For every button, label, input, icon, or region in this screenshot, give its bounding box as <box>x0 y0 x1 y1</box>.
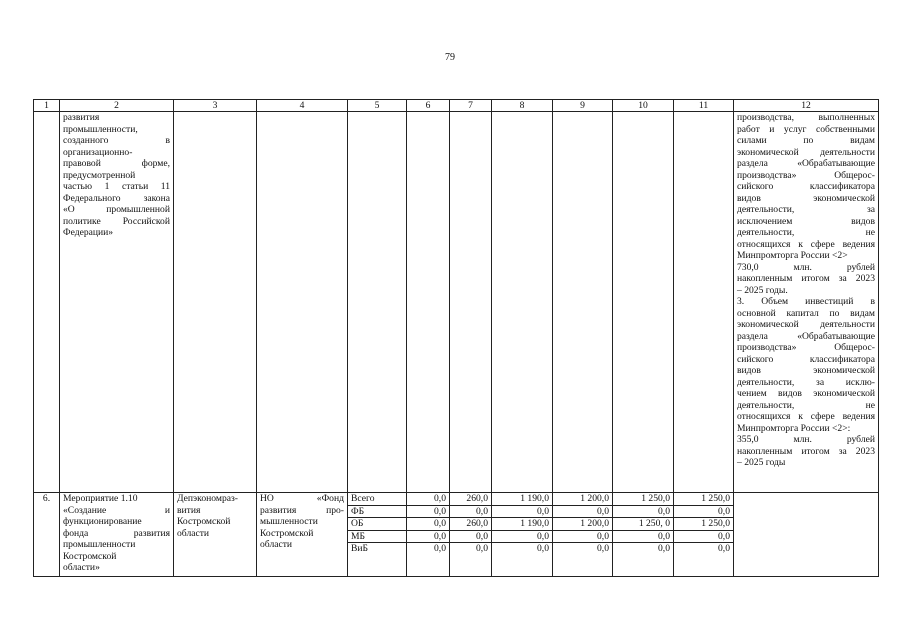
cont-cell-8 <box>492 112 553 493</box>
activity-col12-empty <box>734 493 879 577</box>
funding-value: 0,0 <box>407 505 450 518</box>
funding-source: Всего <box>348 493 407 506</box>
cont-cell-9 <box>553 112 613 493</box>
funding-source: ОБ <box>348 518 407 531</box>
header-cell: 9 <box>553 100 613 112</box>
funding-value: 1 250, 0 <box>613 518 674 531</box>
funding-value: 260,0 <box>450 493 492 506</box>
funding-value: 1 190,0 <box>492 518 553 531</box>
funding-value: 1 200,0 <box>553 518 613 531</box>
funding-value: 0,0 <box>674 505 734 518</box>
header-cell: 6 <box>407 100 450 112</box>
funding-source: ФБ <box>348 505 407 518</box>
funding-value: 260,0 <box>450 518 492 531</box>
funding-value: 0,0 <box>407 543 450 577</box>
funding-value: 0,0 <box>613 543 674 577</box>
funding-value: 0,0 <box>492 505 553 518</box>
funding-value: 1 200,0 <box>553 493 613 506</box>
header-cell: 7 <box>450 100 492 112</box>
cont-cell-7 <box>450 112 492 493</box>
funding-source: МБ <box>348 530 407 543</box>
activity-participant: НО «Фонд развития про- мышленности Костромской области <box>257 493 348 577</box>
funding-value: 0,0 <box>407 493 450 506</box>
funding-value: 0,0 <box>407 518 450 531</box>
header-cell: 11 <box>674 100 734 112</box>
funding-value: 1 190,0 <box>492 493 553 506</box>
header-cell: 12 <box>734 100 879 112</box>
cont-cell-10 <box>613 112 674 493</box>
funding-value: 0,0 <box>553 530 613 543</box>
funding-value: 0,0 <box>492 543 553 577</box>
header-cell: 10 <box>613 100 674 112</box>
activity-title: Мероприятие 1.10 «Создание и функционирование фонда развития промышленности Костромской области» <box>60 493 174 577</box>
cont-cell-3 <box>174 112 257 493</box>
funding-value: 0,0 <box>450 530 492 543</box>
table-row <box>34 493 879 506</box>
header-row <box>34 100 879 112</box>
cont-cell-11 <box>674 112 734 493</box>
funding-source: ВиБ <box>348 543 407 577</box>
cont-col12-text: производства, выполненных работ и услуг собственными силами по видам экономической деятельности раздела «Обрабатывающие производства» Общерос- сийского классификатора видов экономической деятельности, за исключением видов деятельности, не относящихся к сфере ведения Минпромторга России <2> 730,0 млн. рублей накопленным итогом за 2023 – 2025 годы. 3. Объем инвестиций в основной капитал по видам экономической деятельности раздела «Обрабатывающие производства» Общерос- сийского классификатора видов экономической деятельности, за исклю- чением видов экономической деятельности, не относящихся к сфере ведения Минпромторга России <2>: 355,0 млн. рублей накопленным итогом за 2023 – 2025 годы <box>734 112 879 493</box>
cont-col2-text: развития промышленности, созданного в организационно- правовой форме, предусмотренной частью 1 статьи 11 Федерального закона «О промышленной политике Российской Федерации» <box>60 112 174 493</box>
header-cell: 3 <box>174 100 257 112</box>
funding-value: 0,0 <box>492 530 553 543</box>
activity-number: 6. <box>34 493 60 577</box>
cont-cell-1 <box>34 112 60 493</box>
page-number: 79 <box>445 52 455 63</box>
funding-value: 0,0 <box>450 543 492 577</box>
funding-value: 0,0 <box>553 543 613 577</box>
continuation-row <box>34 112 879 493</box>
funding-value: 0,0 <box>674 530 734 543</box>
funding-value: 1 250,0 <box>674 493 734 506</box>
funding-value: 1 250,0 <box>674 518 734 531</box>
funding-value: 0,0 <box>407 530 450 543</box>
cont-cell-6 <box>407 112 450 493</box>
activity-executor: Депэкономраз- вития Костромской области <box>174 493 257 577</box>
header-cell: 2 <box>60 100 174 112</box>
funding-value: 0,0 <box>450 505 492 518</box>
funding-value: 0,0 <box>613 530 674 543</box>
header-cell: 1 <box>34 100 60 112</box>
header-cell: 5 <box>348 100 407 112</box>
funding-value: 0,0 <box>674 543 734 577</box>
header-cell: 8 <box>492 100 553 112</box>
cont-cell-4 <box>257 112 348 493</box>
program-table <box>33 99 879 577</box>
header-cell: 4 <box>257 100 348 112</box>
funding-value: 0,0 <box>553 505 613 518</box>
cont-cell-5 <box>348 112 407 493</box>
funding-value: 0,0 <box>613 505 674 518</box>
funding-value: 1 250,0 <box>613 493 674 506</box>
